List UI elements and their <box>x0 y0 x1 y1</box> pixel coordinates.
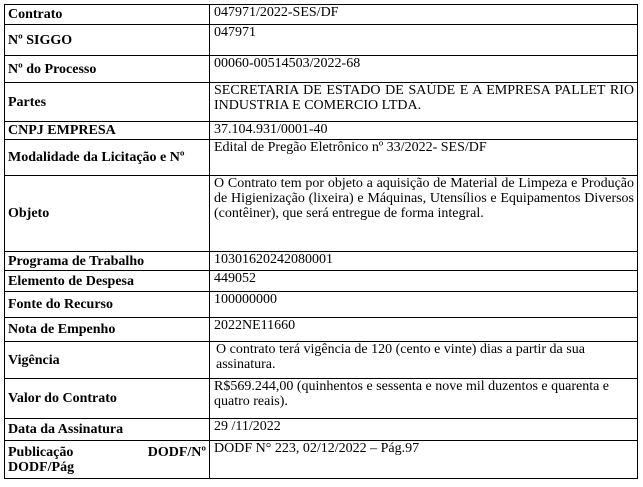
label-publicacao-c: DODF/Pág <box>8 459 75 475</box>
table-row <box>5 140 638 176</box>
publicacao-label-line <box>8 445 206 460</box>
table-row <box>5 318 638 342</box>
table-row <box>5 271 638 292</box>
table-row <box>5 25 638 56</box>
value-processo: 00060-00514503/2022-68 <box>210 56 638 83</box>
value-publicacao: DODF N° 223, 02/12/2022 – Pág.97 <box>210 441 638 479</box>
value-partes: SECRETARIA DE ESTADO DE SAÚDE E A EMPRESA PALLET RIO INDUSTRIA E COMERCIO LTDA. <box>210 83 638 122</box>
label-publicacao-a: Publicação <box>8 444 74 460</box>
label-modalidade: Modalidade da Licitação e Nº <box>5 140 210 176</box>
value-empenho: 2022NE11660 <box>210 318 638 342</box>
label-vigencia: Vigência <box>5 342 210 379</box>
label-fonte: Fonte do Recurso <box>5 292 210 318</box>
value-objeto: O Contrato tem por objeto a aquisição de Material de Limpeza e Produção de Higienização (lixeira) e Máquinas, Utensílios e Equipamentos Diversos (contêiner), que será entregue de forma integral. <box>210 176 638 252</box>
table-row <box>5 379 638 419</box>
table-row <box>5 176 638 252</box>
label-siggo: Nº SIGGO <box>5 25 210 56</box>
value-fonte: 100000000 <box>210 292 638 318</box>
label-publicacao <box>5 441 210 479</box>
table-row <box>5 292 638 318</box>
value-elemento: 449052 <box>210 271 638 292</box>
label-contrato: Contrato <box>5 5 210 25</box>
value-contrato: 047971/2022-SES/DF <box>210 5 638 25</box>
table-row <box>5 56 638 83</box>
label-partes: Partes <box>5 83 210 122</box>
table-row <box>5 419 638 441</box>
table-row <box>5 83 638 122</box>
value-valor: R$569.244,00 (quinhentos e sessenta e nove mil duzentos e quarenta e quatro reais). <box>210 379 638 419</box>
label-empenho: Nota de Empenho <box>5 318 210 342</box>
label-valor: Valor do Contrato <box>5 379 210 419</box>
label-processo: Nº do Processo <box>5 56 210 83</box>
label-cnpj: CNPJ EMPRESA <box>5 122 210 140</box>
label-data: Data da Assinatura <box>5 419 210 441</box>
label-publicacao-b: DODF/Nº <box>147 444 206 460</box>
contract-summary-table <box>4 4 638 479</box>
value-data: 29 /11/2022 <box>210 419 638 441</box>
table-row <box>5 441 638 479</box>
label-programa: Programa de Trabalho <box>5 252 210 271</box>
label-objeto: Objeto <box>5 176 210 252</box>
label-elemento: Elemento de Despesa <box>5 271 210 292</box>
value-vigencia: O contrato terá vigência de 120 (cento e vinte) dias a partir da sua assinatura. <box>210 342 638 379</box>
table-row <box>5 342 638 379</box>
value-programa: 10301620242080001 <box>210 252 638 271</box>
table-row <box>5 5 638 25</box>
table-row <box>5 122 638 140</box>
value-siggo: 047971 <box>210 25 638 56</box>
value-cnpj: 37.104.931/0001-40 <box>210 122 638 140</box>
table-row <box>5 252 638 271</box>
value-modalidade: Edital de Pregão Eletrônico nº 33/2022- SES/DF <box>210 140 638 176</box>
